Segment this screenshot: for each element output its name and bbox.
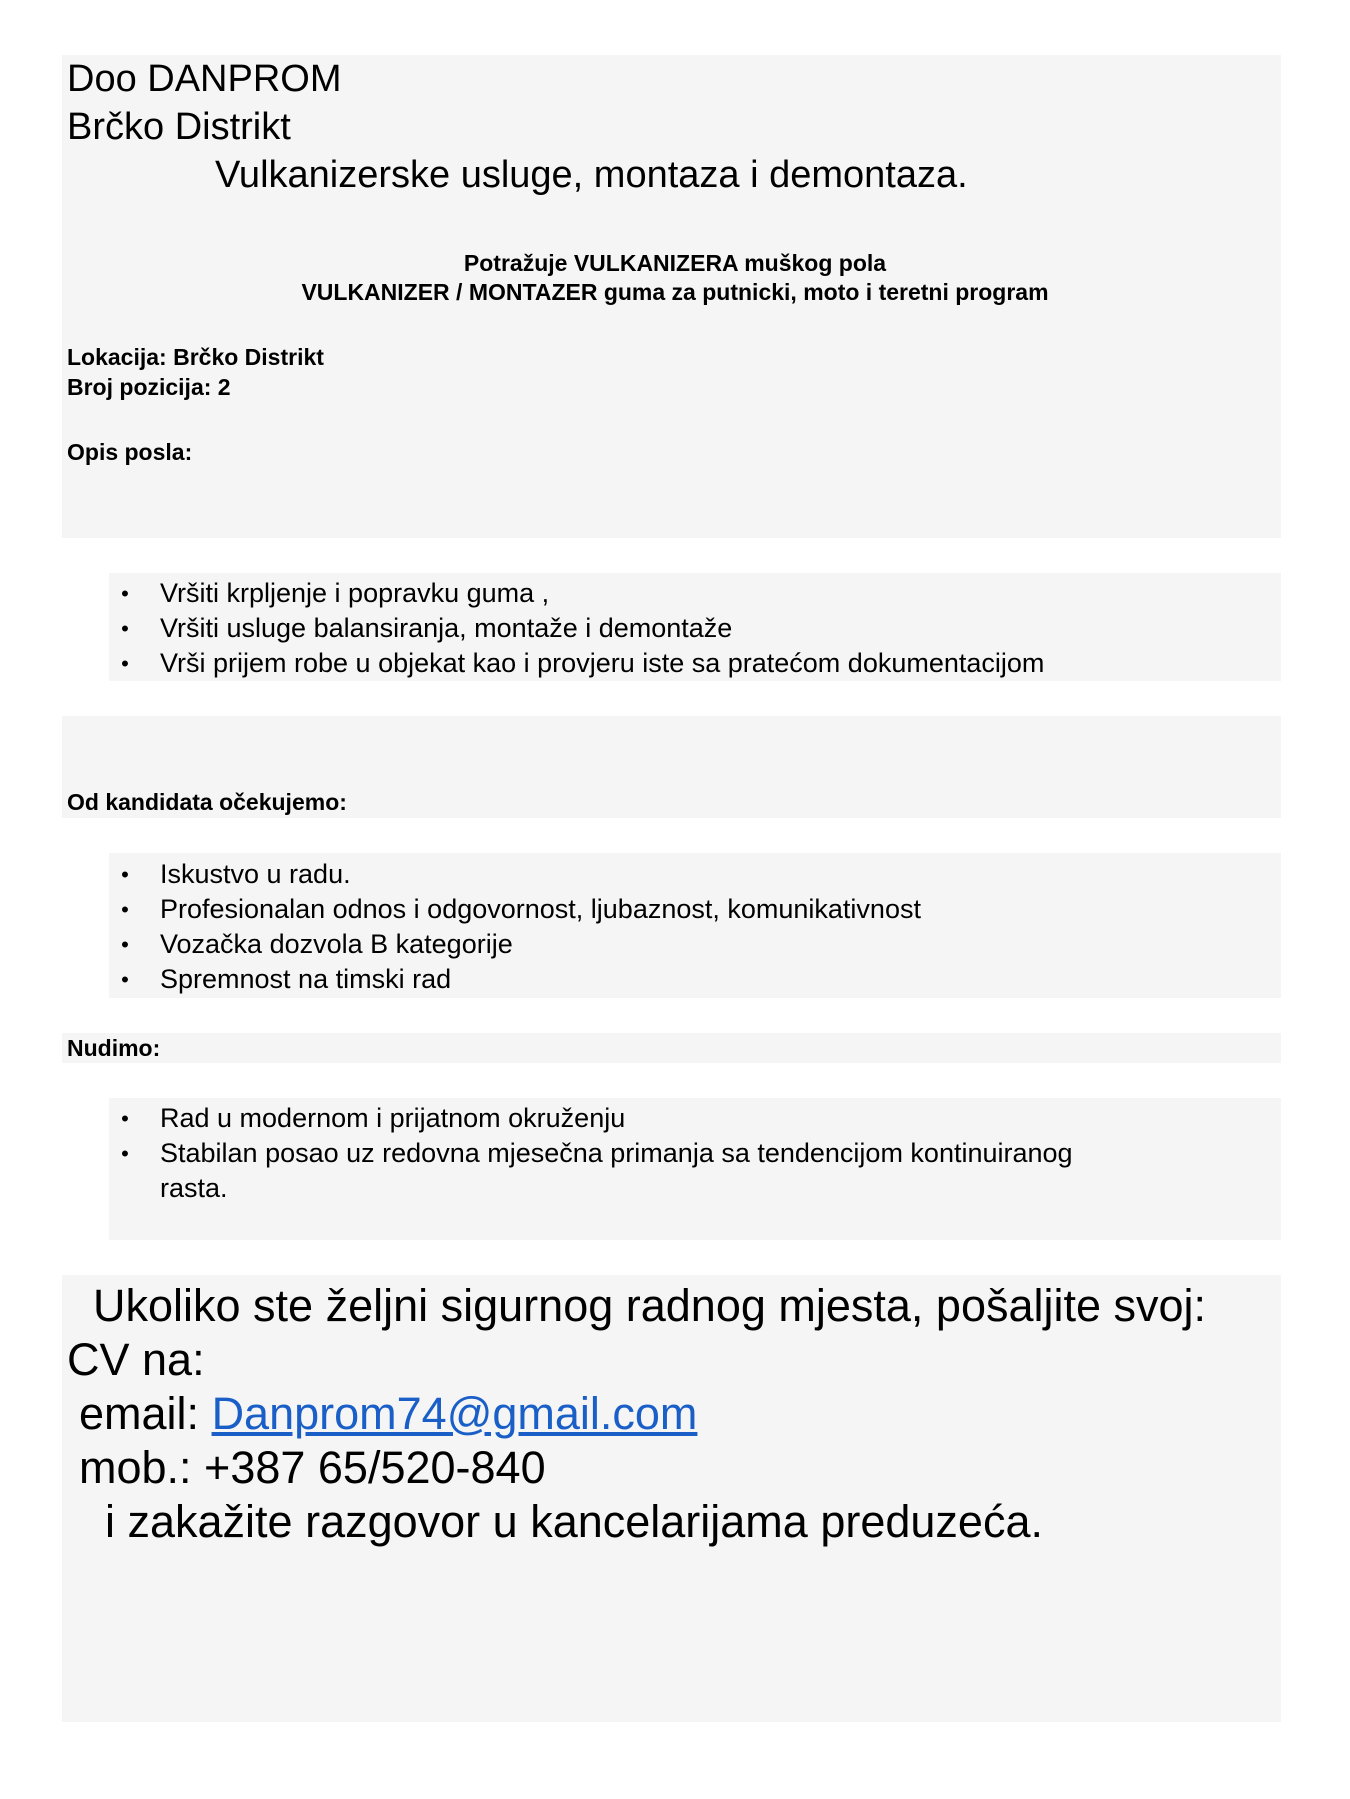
bullet-icon: •: [121, 897, 129, 922]
bullet-icon: •: [121, 1106, 129, 1131]
offer-label: Nudimo:: [67, 1035, 161, 1061]
location-line: Lokacija: Brčko Distrikt: [67, 344, 324, 370]
bullet-icon: •: [121, 616, 129, 641]
bullet-icon: •: [121, 651, 129, 676]
positions-line: Broj pozicija: 2: [67, 374, 231, 400]
list-item: • Vršiti krpljenje i popravku guma ,: [110, 576, 1044, 611]
job-description-label: Opis posla:: [67, 439, 193, 465]
bullet-icon: •: [121, 581, 129, 606]
list-item: • Spremnost na timski rad: [110, 962, 921, 997]
list-item: • Vršiti usluge balansiranja, montaže i demontaže: [110, 611, 1044, 646]
email-link[interactable]: Danprom74@gmail.com: [211, 1388, 698, 1439]
offer-list: [110, 1101, 1073, 1206]
contact-line-1: Ukoliko ste željni sigurnog radnog mjesta, pošaljite svoj:: [93, 1280, 1207, 1331]
headline-line-2: VULKANIZER / MONTAZER guma za putnicki, moto i teretni program: [301, 279, 1049, 305]
company-services: Vulkanizerske usluge, montaza i demontaza.: [215, 154, 968, 196]
company-location: Brčko Distrikt: [67, 106, 291, 148]
list-item: • Profesionalan odnos i odgovornost, ljubaznost, komunikativnost: [110, 892, 921, 927]
list-item: • Vozačka dozvola B kategorije: [110, 927, 921, 962]
contact-closing: i zakažite razgovor u kancelarijama preduzeća.: [105, 1496, 1043, 1547]
email-label: email:: [79, 1388, 200, 1439]
bullet-icon: •: [121, 932, 129, 957]
bullet-icon: •: [121, 1141, 129, 1166]
expectations-list: [110, 857, 921, 997]
company-name: Doo DANPROM: [67, 58, 342, 100]
headline-line-1: Potražuje VULKANIZERA muškog pola: [463, 250, 887, 276]
bullet-icon: •: [121, 862, 129, 887]
bullet-icon: •: [121, 967, 129, 992]
contact-email-line: [79, 1387, 697, 1441]
list-item: • Stabilan posao uz redovna mjesečna primanja sa tendencijom kontinuiranog: [110, 1136, 1073, 1171]
list-item: • Vrši prijem robe u objekat kao i provjeru iste sa pratećom dokumentacijom: [110, 646, 1044, 681]
list-item-continuation: rasta.: [160, 1173, 228, 1203]
contact-mobile: mob.: +387 65/520-840: [79, 1442, 546, 1493]
duties-list: [110, 576, 1044, 681]
offer-label-block: [62, 1033, 1281, 1063]
list-item: • Rad u modernom i prijatnom okruženju: [110, 1101, 1073, 1136]
expectations-label: Od kandidata očekujemo:: [67, 789, 347, 815]
contact-line-2: CV na:: [67, 1334, 205, 1385]
list-item: • Iskustvo u radu.: [110, 857, 921, 892]
